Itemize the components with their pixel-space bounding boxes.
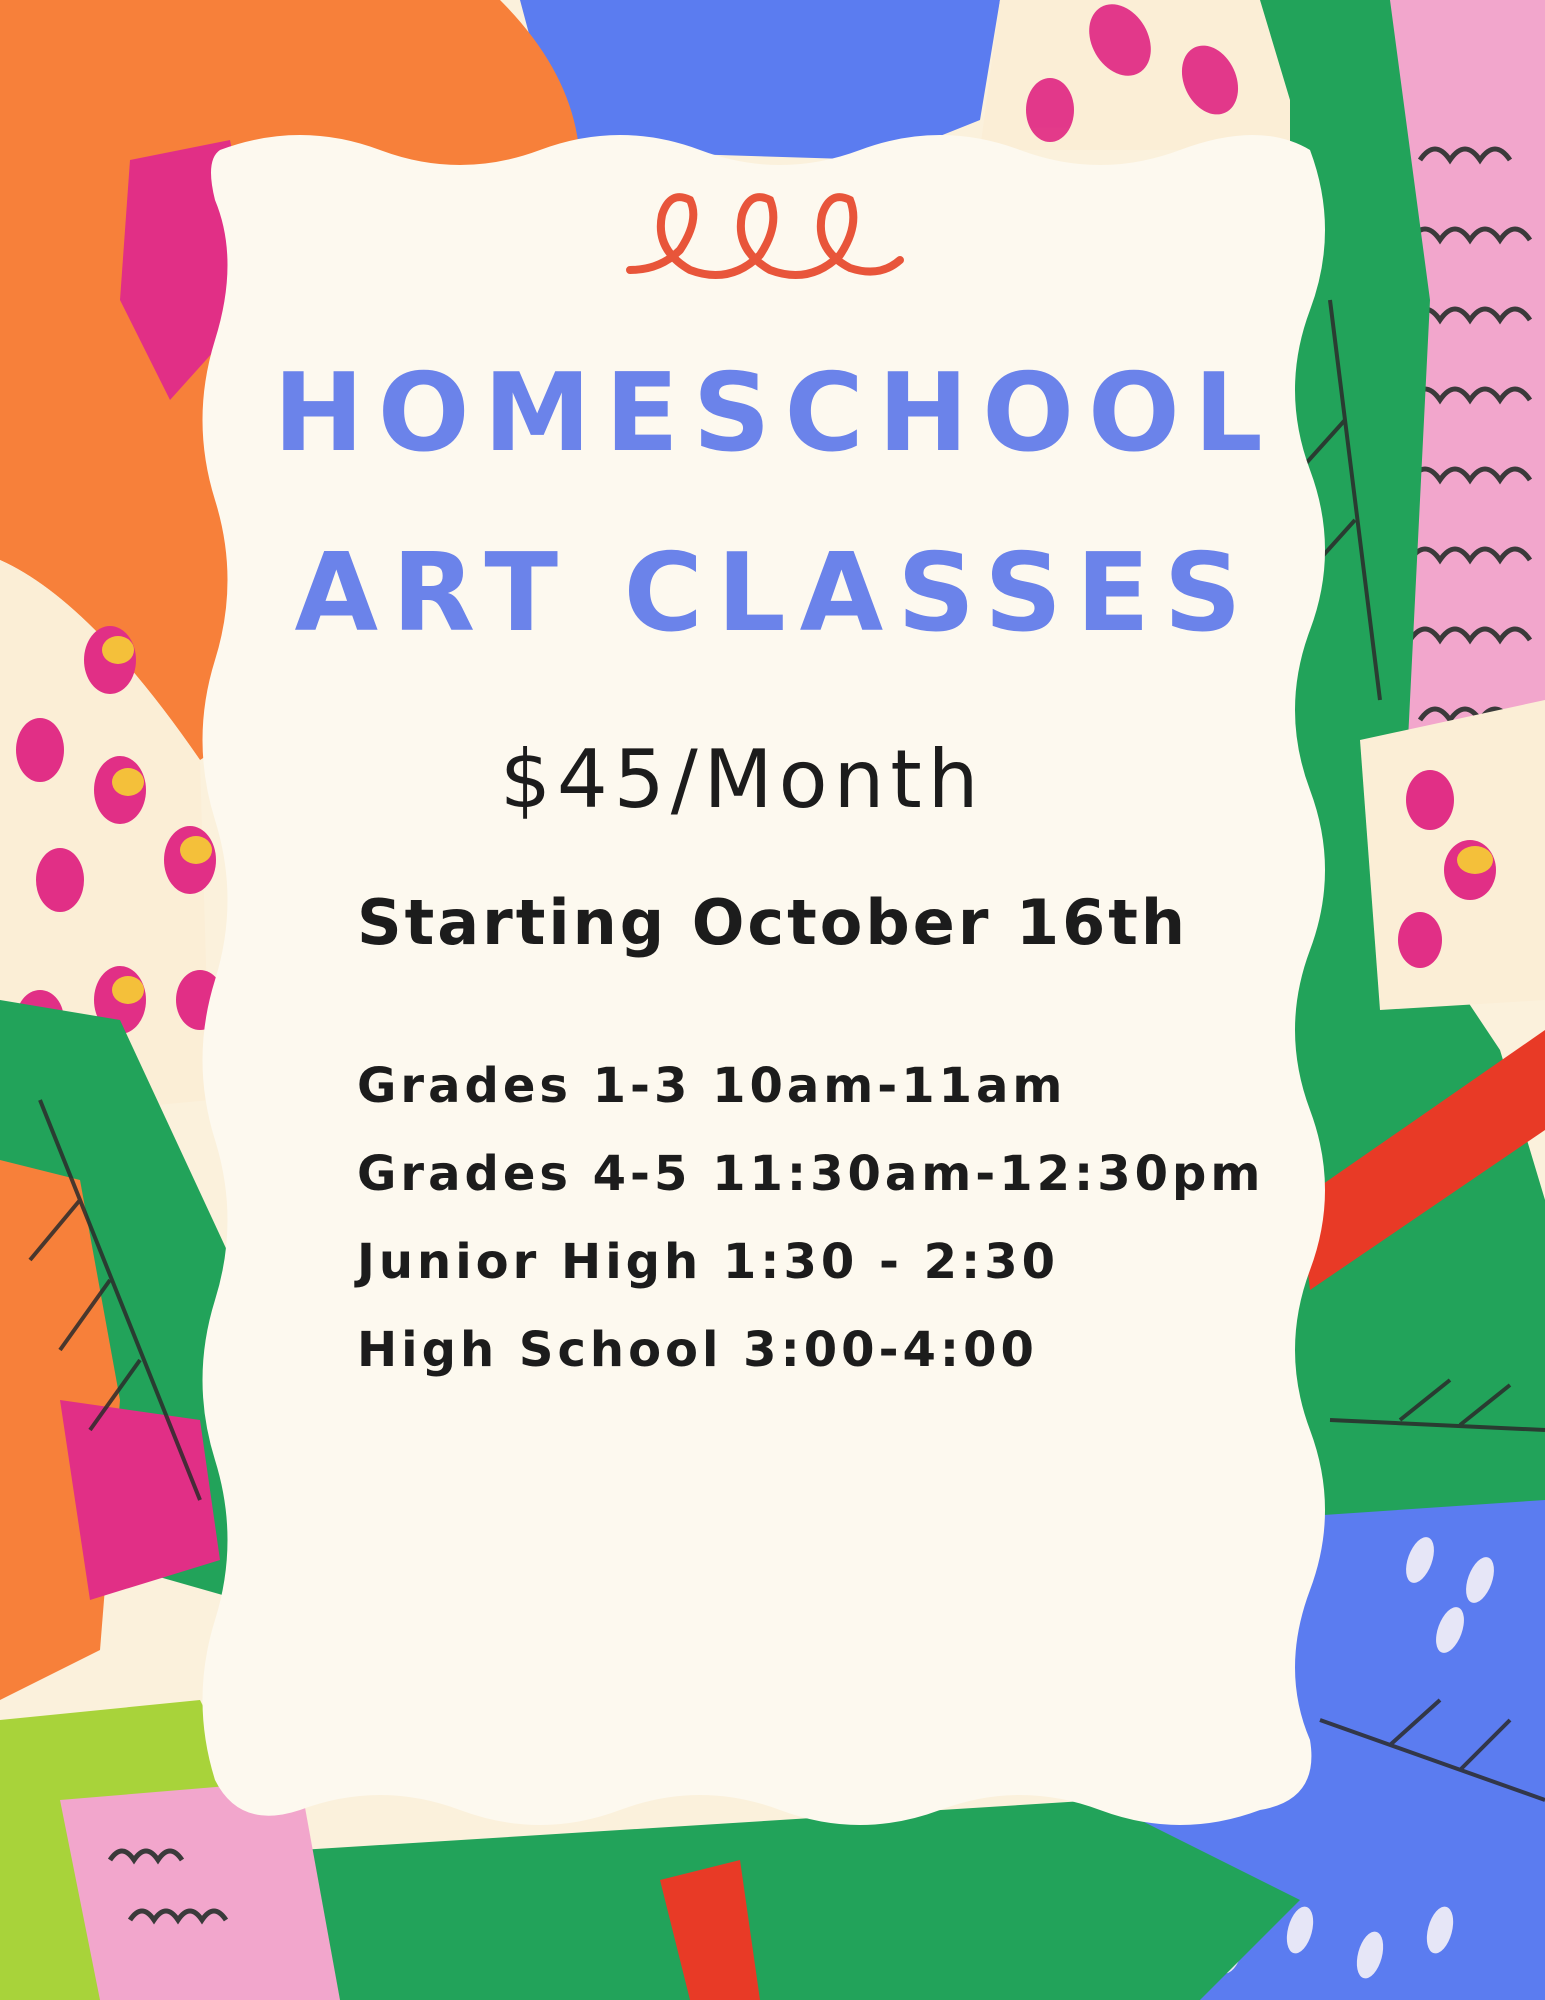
schedule-item: Grades 1-3 10am-11am (357, 1058, 1067, 1114)
start-date: Starting October 16th (357, 886, 1189, 959)
schedule-item: High School 3:00-4:00 (357, 1322, 1038, 1378)
flyer-title-line-2: ART CLASSES (294, 531, 1256, 656)
schedule-item: Grades 4-5 11:30am-12:30pm (357, 1146, 1265, 1202)
class-schedule (357, 1042, 1264, 1394)
price-label: $45/Month (500, 733, 985, 826)
schedule-item: Junior High 1:30 - 2:30 (357, 1234, 1060, 1290)
flyer-title-line-1: HOMESCHOOL (273, 351, 1277, 476)
